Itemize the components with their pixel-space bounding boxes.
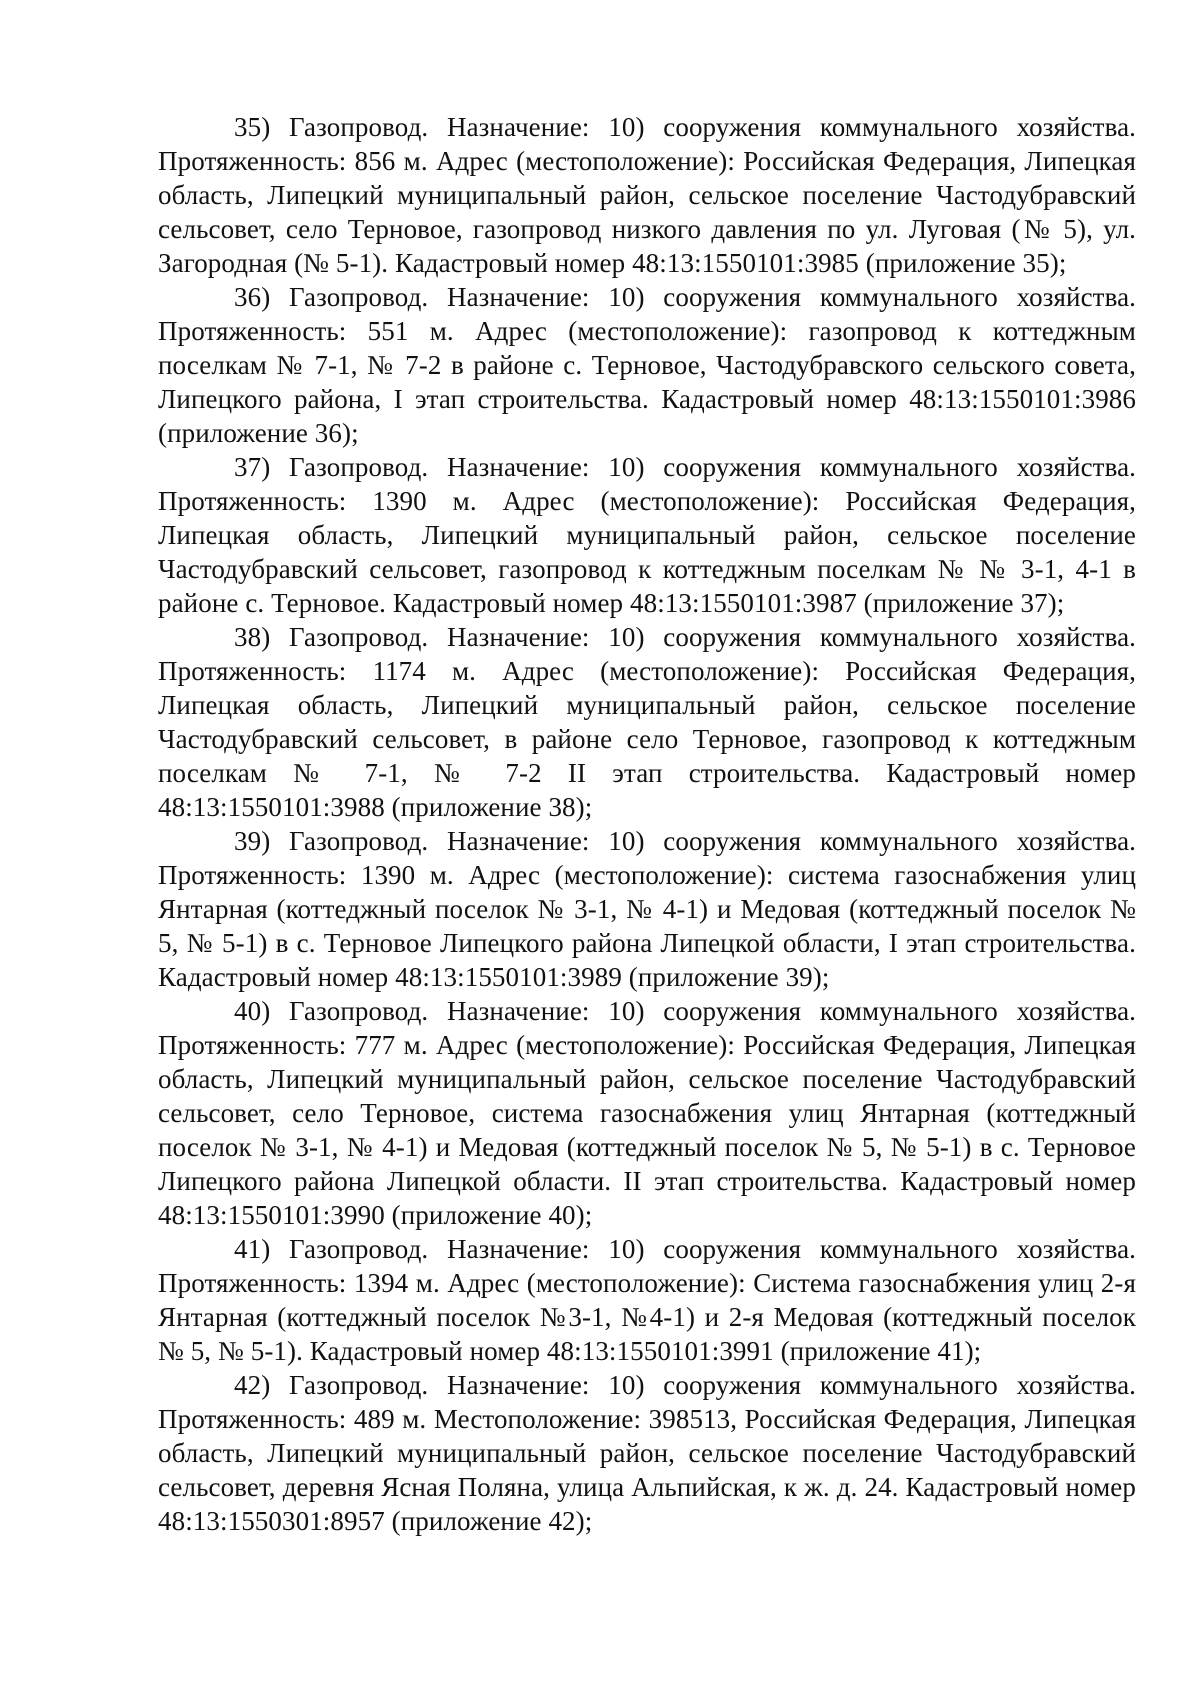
list-item-36: 36) Газопровод. Назначение: 10) сооружения коммунального хозяйства. Протяженность: 551 м. Адрес (местоположение): газопровод к коттеджным поселкам № 7-1, № 7-2 в районе с. Терновое, Частодубравского сельского совета, Липецкого района, I этап строительства. Кадастровый номер 48:13:1550101:3986 (приложение 36); xyxy=(158,282,1136,448)
list-item-40: 40) Газопровод. Назначение: 10) сооружения коммунального хозяйства. Протяженность: 777 м. Адрес (местоположение): Российская Федерация, Липецкая область, Липецкий муниципальный район, сельское поселение Частодубравский сельсовет, село Терновое, система газоснабжения улиц Янтарная (коттеджный поселок № 3-1, № 4-1) и Медовая (коттеджный поселок № 5, № 5-1) в с. Терновое Липецкого района Липецкой области. II этап строительства. Кадастровый номер 48:13:1550101:3990 (приложение 40); xyxy=(158,996,1136,1230)
list-item-37: 37) Газопровод. Назначение: 10) сооружения коммунального хозяйства. Протяженность: 1390 м. Адрес (местоположение): Российская Федерация, Липецкая область, Липецкий муниципальный район, сельское поселение Частодубравский сельсовет, газопровод к коттеджным поселкам № № 3-1, 4-1 в районе с. Терновое. Кадастровый номер 48:13:1550101:3987 (приложение 37); xyxy=(158,452,1136,618)
list-item-38: 38) Газопровод. Назначение: 10) сооружения коммунального хозяйства. Протяженность: 1174 м. Адрес (местоположение): Российская Федерация, Липецкая область, Липецкий муниципальный район, сельское поселение Частодубравский сельсовет, в районе село Терновое, газопровод к коттеджным поселкам № 7-1, № 7-2 II этап строительства. Кадастровый номер 48:13:1550101:3988 (приложение 38); xyxy=(158,622,1136,822)
list-item-39: 39) Газопровод. Назначение: 10) сооружения коммунального хозяйства. Протяженность: 1390 м. Адрес (местоположение): система газоснабжения улиц Янтарная (коттеджный поселок № 3-1, № 4-1) и Медовая (коттеджный поселок № 5, № 5-1) в с. Терновое Липецкого района Липецкой области, I этап строительства. Кадастровый номер 48:13:1550101:3989 (приложение 39); xyxy=(158,826,1136,992)
document-page xyxy=(158,110,1136,1538)
list-item-41: 41) Газопровод. Назначение: 10) сооружения коммунального хозяйства. Протяженность: 1394 м. Адрес (местоположение): Система газоснабжения улиц 2-я Янтарная (коттеджный поселок №3-1, №4-1) и 2-я Медовая (коттеджный поселок № 5, № 5-1). Кадастровый номер 48:13:1550101:3991 (приложение 41); xyxy=(158,1234,1136,1366)
list-item-42: 42) Газопровод. Назначение: 10) сооружения коммунального хозяйства. Протяженность: 489 м. Местоположение: 398513, Российская Федерация, Липецкая область, Липецкий муниципальный район, сельское поселение Частодубравский сельсовет, деревня Ясная Поляна, улица Альпийская, к ж. д. 24. Кадастровый номер 48:13:1550301:8957 (приложение 42); xyxy=(158,1370,1136,1536)
list-item-35: 35) Газопровод. Назначение: 10) сооружения коммунального хозяйства. Протяженность: 856 м. Адрес (местоположение): Российская Федерация, Липецкая область, Липецкий муниципальный район, сельское поселение Частодубравский сельсовет, село Терновое, газопровод низкого давления по ул. Луговая (№ 5), ул. Загородная (№ 5-1). Кадастровый номер 48:13:1550101:3985 (приложение 35); xyxy=(158,112,1136,278)
